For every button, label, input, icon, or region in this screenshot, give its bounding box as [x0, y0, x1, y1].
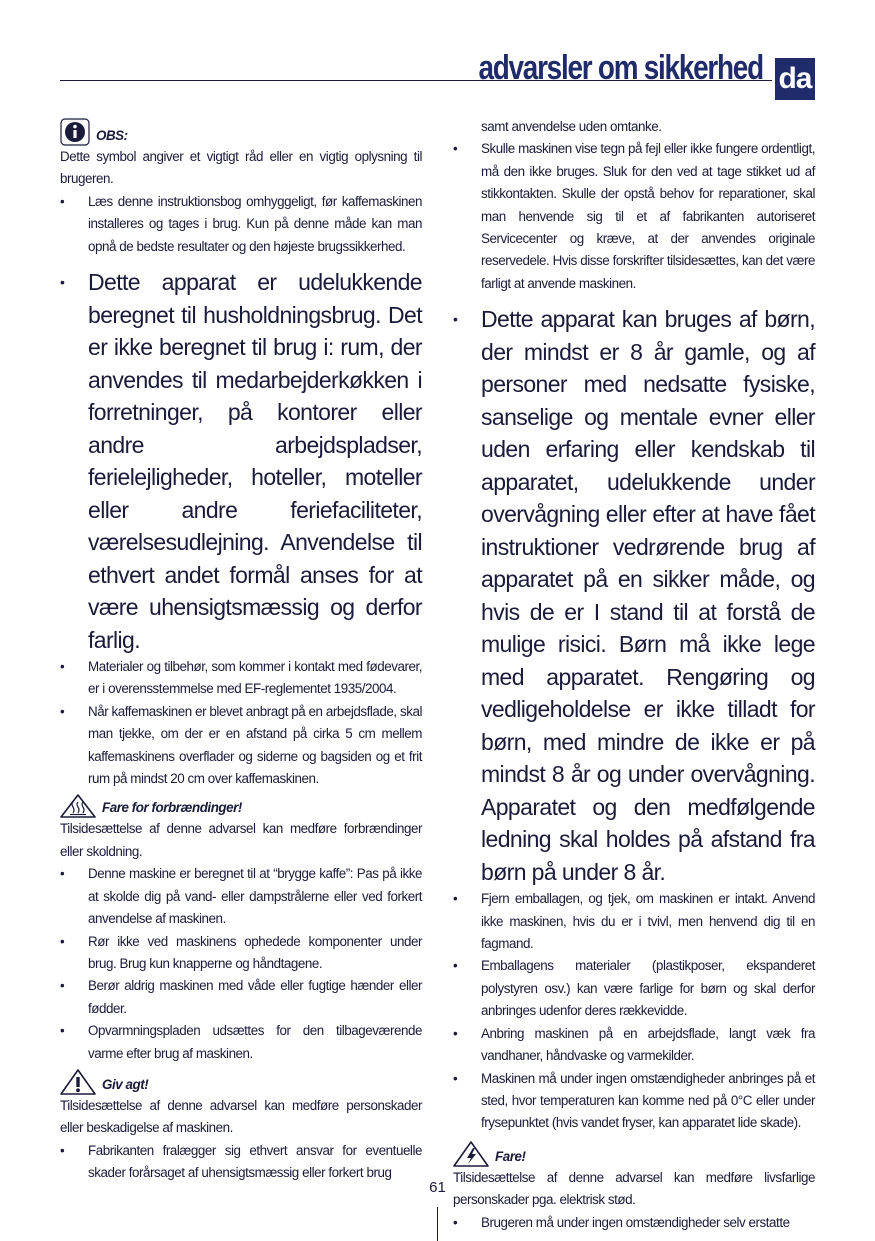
list-item: • Rør ikke ved maskinens ophedede komponenter under brug. Brug kun knapperne og håndtagene. — [60, 931, 422, 976]
danger-heading — [453, 1141, 815, 1167]
electric-shock-warning-icon — [453, 1141, 489, 1167]
list-item: • Berør aldrig maskinen med våde eller fugtige hænder eller fødder. — [60, 975, 422, 1020]
list-item: • Anbring maskinen på en arbejdsflade, langt væk fra vandhaner, håndvaske og varmekilder. — [453, 1023, 815, 1068]
list-item: • Opvarmningspladen udsættes for den tilbageværende varme efter brug af maskinen. — [60, 1020, 422, 1065]
danger-intro: Tilsidesættelse af denne advarsel kan medføre livsfarlige personskader pga. elektrisk stød. — [453, 1169, 815, 1208]
list-item: • Materialer og tilbehør, som kommer i kontakt med fødevarer, er i overensstemmelse med EF-reglementet 1935/2004. — [60, 656, 422, 701]
caution-heading-text: Giv agt! — [102, 1076, 149, 1092]
continued-text-span: samt anvendelse uden omtanke. — [481, 119, 662, 134]
list-item: • Skulle maskinen vise tegn på fejl eller ikke fungere ordentligt, må den ikke bruges. Sluk for den ved at tage stikket ud af stikkontakten. Skulle der opstå behov for reparationer, skal man henvende sig til et af fabrikanten autoriseret Servicecenter og kræve, at der anvendes originale reservedele. Hvis disse forskrifter tilsidesættes, kan det være farligt at anvende maskinen. — [453, 138, 815, 295]
list-item: • Denne maskine er beregnet til at “brygge kaffe”: Pas på ikke at skolde dig på vand- eller dampstrålerne eller ved forkert anvendelse af maskinen. — [60, 863, 422, 930]
danger-heading-text: Fare! — [495, 1148, 526, 1164]
burn-warning-intro: Tilsidesættelse af denne advarsel kan medføre forbrændinger eller skoldning. — [60, 821, 422, 859]
burn-warning-heading — [60, 794, 422, 818]
caution-heading — [60, 1069, 422, 1095]
exclamation-warning-icon — [60, 1069, 96, 1095]
continued-text — [453, 116, 815, 138]
obs-heading-text: OBS: — [96, 128, 128, 143]
footer-rule — [437, 1207, 438, 1241]
caution-intro: Tilsidesættelse af denne advarsel kan medføre personskader eller beskadigelse af maskinen. — [60, 1097, 422, 1136]
obs-heading — [60, 118, 422, 146]
info-icon — [60, 118, 90, 146]
list-item: • Brugeren må under ingen omstændigheder selv erstatte — [453, 1212, 815, 1234]
list-item: • Læs denne instruktionsbog omhyggeligt, før kaffemaskinen installeres og tages i brug. Kun på denne måde kan man opnå de bedste resultater og den højeste brugssikkerhed. — [60, 191, 422, 258]
list-item: • Emballagens materialer (plastikposer, ekspanderet polystyren osv.) kan være farlige for børn og skal derfor anbringes udenfor deres rækkevidde. — [453, 955, 815, 1022]
list-item: • Maskinen må under ingen omstændigheder anbringes på et sted, hvor temperaturen kan komme ned på 0°C eller under frysepunktet (hvis vandet fryser, kan apparatet lide skade). — [453, 1068, 815, 1135]
page-number: 61 — [429, 1179, 446, 1196]
children-use-notice: • Dette apparat kan bruges af børn, der mindst er 8 år gamle, og af personer med nedsatte fysiske, sanselige og mentale evner eller uden erfaring eller kendskab til apparatet, udelukkende under overvågning eller efter at have fået instruktioner vedrørende brug af apparatet på en sikker måde, og hvis de er I stand til at forstå de mulige risici. Børn må ikke lege med apparatet. Rengøring og vedligeholdelse er ikke tilladt for børn, med mindre de ikke er på mindst 8 år og under overvågning. Apparatet og den medfølgende ledning skal holdes på afstand fra børn på under 8 år. — [453, 303, 815, 888]
language-badge: da — [775, 58, 815, 100]
household-use-notice: • Dette apparat er udelukkende beregnet til husholdningsbrug. Det er ikke beregnet til brug i: rum, der anvendes til medarbejderkøkken i forretninger, på kontorer eller andre arbejdspladser, ferielejligheder, hoteller, moteller eller andre feriefaciliteter, værelsesudlejning. Anvendelse til ethvert andet formål anses for at være uhensigtsmæssig og derfor farlig. — [60, 266, 422, 656]
page-title: advarsler om sikkerhed — [478, 49, 763, 87]
left-column — [60, 118, 422, 1185]
obs-intro: Dette symbol angiver et vigtigt råd eller en vigtig oplysning til brugeren. — [60, 149, 422, 187]
list-item: • Når kaffemaskinen er blevet anbragt på en arbejdsflade, skal man tjekke, om der er en afstand på cirka 5 cm mellem kaffemaskinens overflader og siderne og bagsiden og et frit rum på mindst 20 cm over kaffemaskinen. — [60, 701, 422, 791]
list-item: • Fabrikanten fralægger sig ethvert ansvar for eventuelle skader forårsaget af uhensigtsmæssig eller forkert brug — [60, 1140, 422, 1185]
burn-warning-heading-text: Fare for forbrændinger! — [102, 800, 242, 816]
hot-surface-warning-icon — [60, 794, 96, 818]
right-column — [453, 116, 815, 1234]
list-item: • Fjern emballagen, og tjek, om maskinen er intakt. Anvend ikke maskinen, hvis du er i tvivl, men henvend dig til en fagmand. — [453, 888, 815, 955]
